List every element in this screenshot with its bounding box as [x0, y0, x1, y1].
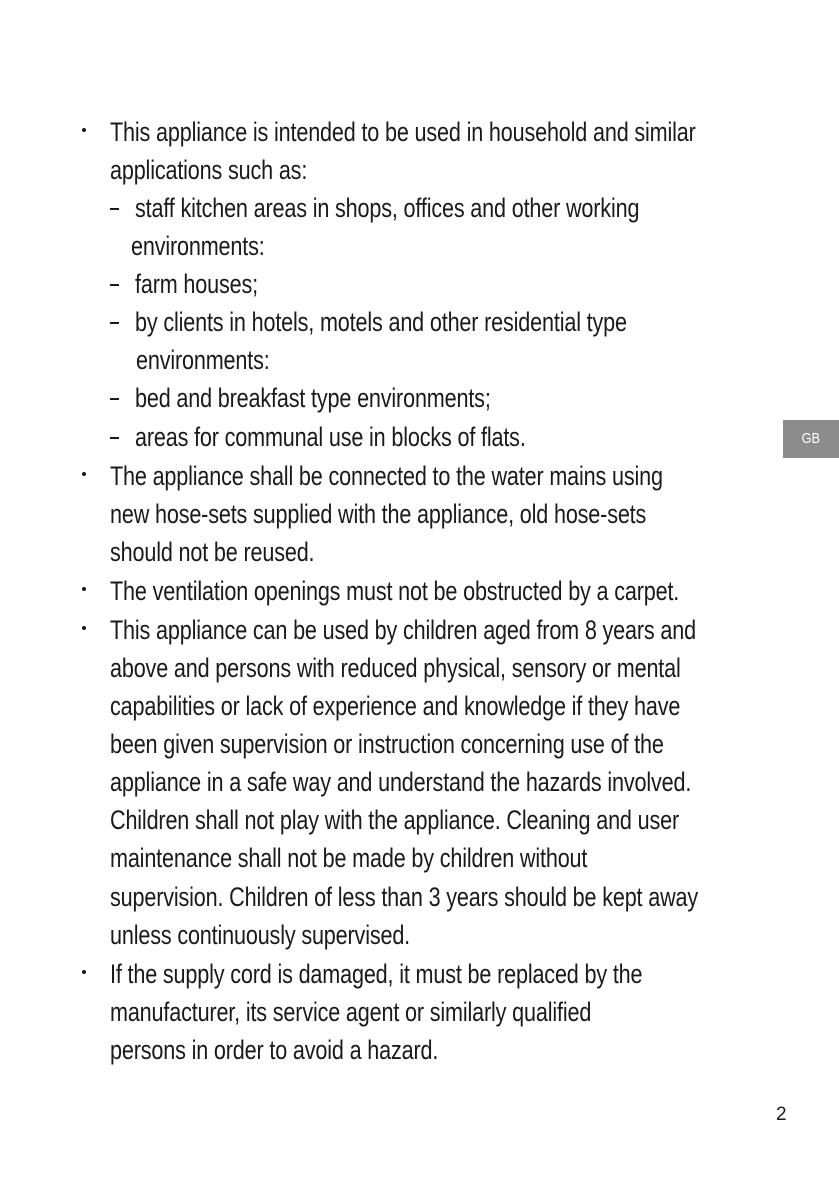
- bullet-icon: [82, 113, 90, 151]
- language-tab: [783, 420, 839, 458]
- text-line: This appliance can be used by children aged from 8 years and: [110, 615, 696, 645]
- text-line: environments:: [136, 345, 270, 375]
- text-line: The appliance shall be connected to the water mains using: [110, 461, 663, 491]
- dash-icon: [110, 189, 122, 227]
- text-line: Children shall not play with the appliance. Cleaning and user: [110, 805, 679, 835]
- text-line: maintenance shall not be made by children without: [110, 843, 588, 873]
- text-line: applications such as:: [110, 155, 308, 185]
- text-line: If the supply cord is damaged, it must be replaced by the: [110, 959, 643, 989]
- text-line: been given supervision or instruction concerning use of the: [110, 729, 664, 759]
- dash-icon: [110, 303, 122, 341]
- text-line: new hose-sets supplied with the appliance, old hose-sets: [110, 499, 647, 529]
- text-line: supervision. Children of less than 3 years should be kept away: [110, 882, 699, 912]
- text-line: areas for communal use in blocks of flats.: [135, 422, 526, 452]
- dash-icon: [110, 265, 122, 303]
- text-line: appliance in a safe way and understand the hazards involved.: [110, 767, 692, 797]
- text-line: capabilities or lack of experience and knowledge if they have: [110, 691, 681, 721]
- text-line: The ventilation openings must not be obstructed by a carpet.: [110, 576, 680, 606]
- text-line: should not be reused.: [110, 537, 315, 567]
- text-line: environments:: [131, 231, 265, 261]
- text-line: manufacturer, its service agent or similarly qualified: [110, 997, 592, 1027]
- bullet-icon: [82, 457, 90, 495]
- page-number: 2: [776, 1104, 787, 1125]
- text-line: persons in order to avoid a hazard.: [110, 1035, 439, 1065]
- text-line: This appliance is intended to be used in household and similar: [110, 117, 696, 147]
- text-line: unless continuously supervised.: [110, 920, 411, 950]
- text-line: bed and breakfast type environments;: [135, 383, 491, 413]
- dash-icon: [110, 379, 122, 417]
- text-line: staff kitchen areas in shops, offices and other working: [135, 193, 640, 223]
- language-tab-label: GB: [801, 430, 821, 447]
- dash-icon: [110, 418, 122, 456]
- bullet-icon: [82, 572, 90, 610]
- text-line: farm houses;: [135, 269, 258, 299]
- bullet-icon: [82, 611, 90, 649]
- text-line: above and persons with reduced physical, sensory or mental: [110, 653, 681, 683]
- bullet-icon: [82, 955, 90, 993]
- text-line: by clients in hotels, motels and other residential type: [135, 307, 627, 337]
